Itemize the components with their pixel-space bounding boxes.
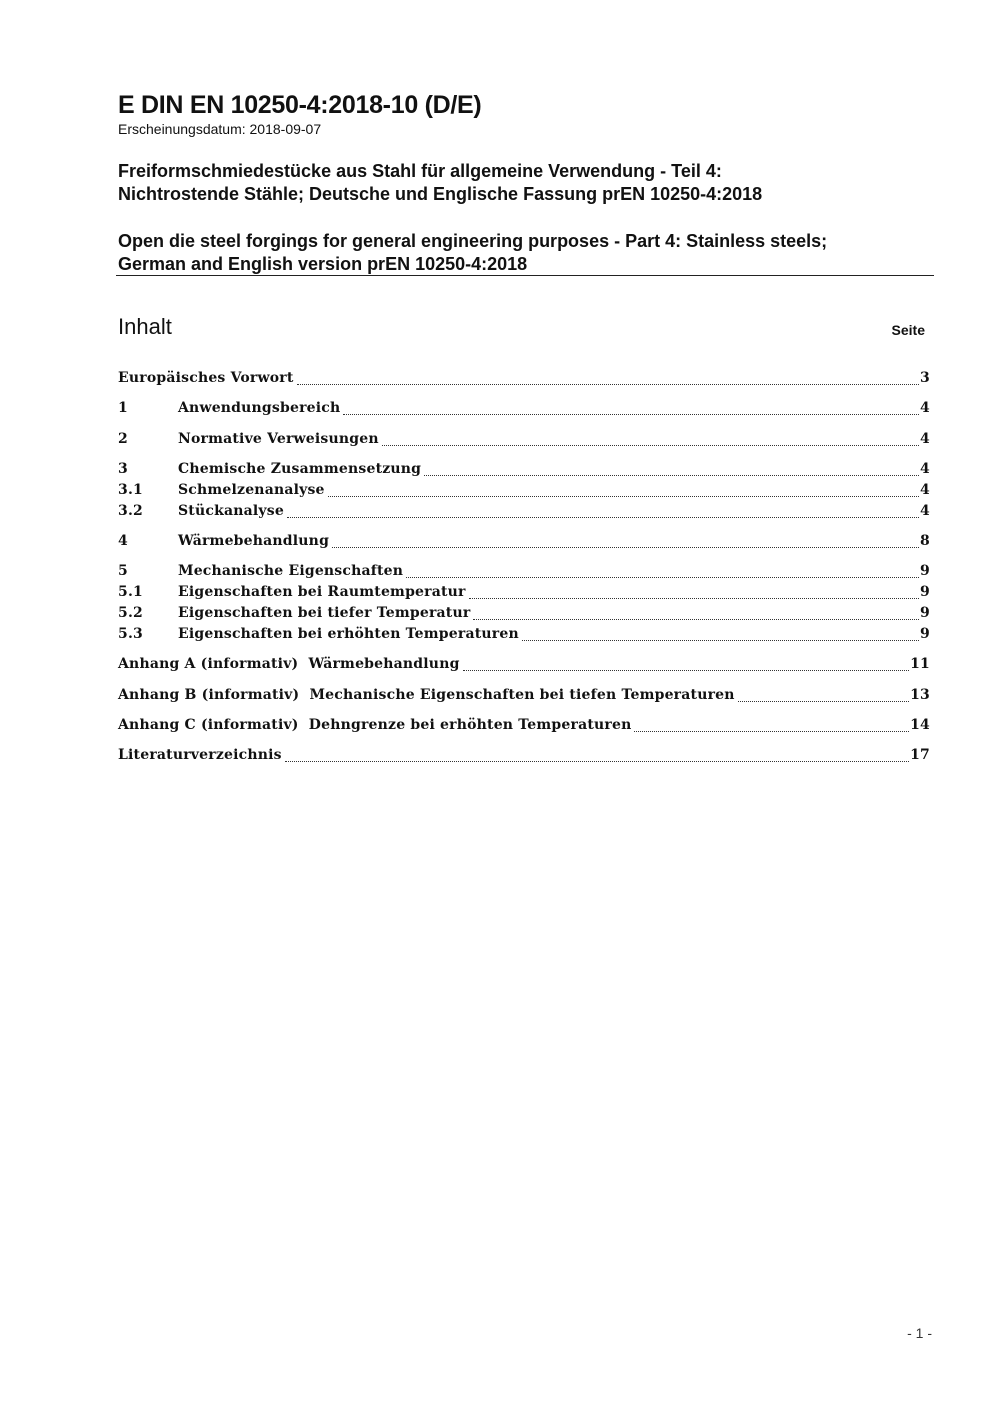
toc-entry[interactable]: [118, 626, 930, 646]
toc-entry-title: Eigenschaften bei tiefer Temperatur: [178, 605, 471, 621]
toc-entry[interactable]: [118, 503, 930, 523]
toc-entry[interactable]: [118, 687, 930, 707]
toc-entry[interactable]: [118, 400, 930, 420]
toc-entry-page: 4: [920, 461, 930, 477]
toc-entry-page: 13: [910, 687, 930, 703]
german-title: [118, 160, 762, 206]
toc-entry-title: Anhang B (informativ) Mechanische Eigenschaften bei tiefen Temperaturen: [118, 687, 735, 703]
english-title-line: Open die steel forgings for general engineering purposes - Part 4: Stainless steels;: [118, 231, 828, 251]
toc-entry-number: 5: [118, 563, 128, 579]
toc-entry-title: Wärmebehandlung: [178, 533, 330, 549]
toc-entry-page: 9: [920, 605, 930, 621]
toc-entry-page: 3: [920, 370, 930, 386]
toc-entry-number: 1: [118, 400, 128, 416]
toc-entry-title: Eigenschaften bei erhöhten Temperaturen: [178, 626, 519, 642]
toc-entry-page: 8: [920, 533, 930, 549]
toc-entry-number: 2: [118, 431, 128, 447]
german-title-line: Freiformschmiedestücke aus Stahl für allgemeine Verwendung - Teil 4:: [118, 161, 722, 181]
toc-dot-leader: [522, 640, 919, 641]
toc-heading: Inhalt: [118, 314, 172, 339]
toc-entry-title: Anhang A (informativ) Wärmebehandlung: [118, 656, 460, 672]
toc-entry-title: Normative Verweisungen: [178, 431, 379, 447]
toc-dot-leader: [463, 670, 910, 671]
issue-date: Erscheinungsdatum: 2018-09-07: [118, 121, 322, 137]
toc-entry-page: 4: [920, 503, 930, 519]
toc-entry[interactable]: [118, 461, 930, 481]
toc-page-column-label: Seite: [891, 322, 925, 338]
toc-entry-title: Stückanalyse: [178, 503, 284, 519]
toc-entry-number: 5.2: [118, 605, 143, 621]
toc-dot-leader: [332, 547, 919, 548]
english-title-line: German and English version prEN 10250-4:2018: [118, 254, 528, 274]
toc-entry[interactable]: [118, 370, 930, 390]
toc-entry-page: 4: [920, 482, 930, 498]
toc-entry-page: 14: [910, 717, 930, 733]
toc-entry[interactable]: [118, 747, 930, 767]
toc-dot-leader: [285, 761, 909, 762]
german-title-line: Nichtrostende Stähle; Deutsche und Englische Fassung prEN 10250-4:2018: [118, 184, 763, 204]
toc-entry[interactable]: [118, 656, 930, 676]
toc-dot-leader: [634, 731, 909, 732]
toc-entry-title: Schmelzenanalyse: [178, 482, 325, 498]
toc-entry-page: 4: [920, 431, 930, 447]
toc-entry[interactable]: [118, 431, 930, 451]
toc-entry-title: Eigenschaften bei Raumtemperatur: [178, 584, 466, 600]
toc-entry[interactable]: [118, 584, 930, 604]
toc-entry-page: 9: [920, 626, 930, 642]
document-title: E DIN EN 10250-4:2018-10 (D/E): [118, 91, 482, 119]
toc-entry-page: 11: [910, 656, 930, 672]
page-number: - 1 -: [907, 1325, 932, 1341]
toc-entry[interactable]: [118, 563, 930, 583]
toc-entry-title: Europäisches Vorwort: [118, 370, 294, 386]
header-divider: [116, 275, 934, 276]
toc-entry-title: Chemische Zusammensetzung: [178, 461, 422, 477]
toc-entry-title: Literaturverzeichnis: [118, 747, 282, 763]
toc-entry-number: 5.3: [118, 626, 143, 642]
toc-entry-number: 3.1: [118, 482, 143, 498]
english-title: [118, 230, 827, 276]
toc-entry-number: 4: [118, 533, 128, 549]
toc-entry-number: 3: [118, 461, 128, 477]
toc-dot-leader: [328, 496, 919, 497]
toc-dot-leader: [297, 384, 920, 385]
toc-dot-leader: [382, 445, 919, 446]
toc-dot-leader: [469, 598, 919, 599]
toc-entry-page: 9: [920, 563, 930, 579]
toc-entry-page: 4: [920, 400, 930, 416]
toc-entry-page: 9: [920, 584, 930, 600]
toc-dot-leader: [738, 701, 909, 702]
toc-entry-title: Anwendungsbereich: [178, 400, 341, 416]
toc-entry[interactable]: [118, 533, 930, 553]
toc-entry[interactable]: [118, 482, 930, 502]
toc-entry-page: 17: [910, 747, 930, 763]
toc-entry[interactable]: [118, 605, 930, 625]
toc-entry-title: Mechanische Eigenschaften: [178, 563, 404, 579]
toc-dot-leader: [473, 619, 919, 620]
toc-dot-leader: [406, 577, 919, 578]
toc-entry-number: 5.1: [118, 584, 143, 600]
toc-entry[interactable]: [118, 717, 930, 737]
toc-entry-title: Anhang C (informativ) Dehngrenze bei erhöhten Temperaturen: [118, 717, 632, 733]
toc-dot-leader: [343, 414, 919, 415]
toc-dot-leader: [287, 517, 919, 518]
toc-dot-leader: [424, 475, 919, 476]
toc-entry-number: 3.2: [118, 503, 143, 519]
